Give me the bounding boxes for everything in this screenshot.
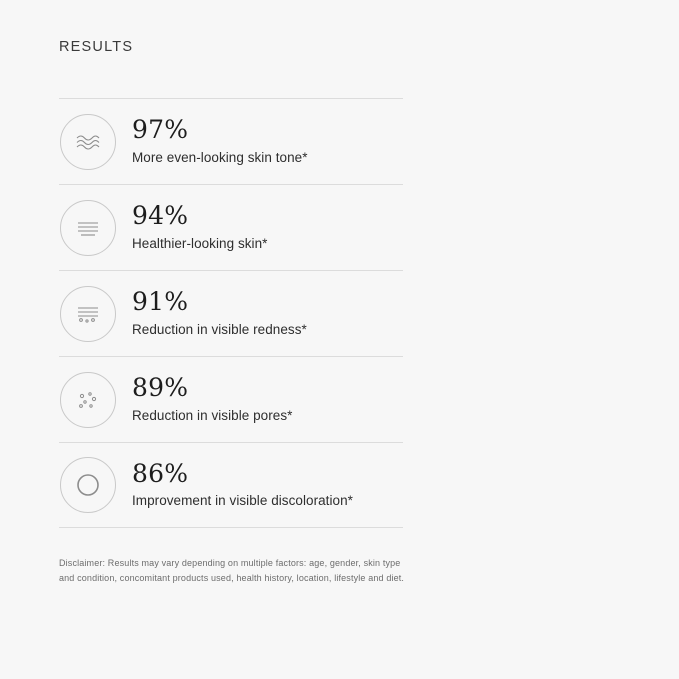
- list-item: [59, 356, 403, 442]
- result-text: [132, 375, 292, 423]
- result-text: [132, 458, 353, 509]
- list-item: [59, 270, 403, 356]
- result-percent: 94%: [132, 201, 189, 231]
- result-claim: More even-looking skin tone*: [132, 149, 308, 165]
- result-claim: Reduction in visible redness*: [132, 321, 307, 337]
- result-percent: 97%: [132, 115, 189, 145]
- results-list: [59, 98, 403, 528]
- lines-stack-icon: [60, 200, 116, 256]
- result-text: [132, 289, 307, 337]
- result-claim: Improvement in visible discoloration*: [132, 493, 353, 509]
- disclaimer-text: Disclaimer: Results may vary depending on multiple factors: age, gender, skin type and condition, concomitant products used, health history, location, lifestyle and diet.: [59, 558, 405, 583]
- circle-ring-icon: [60, 457, 116, 513]
- result-text: [132, 117, 308, 165]
- page-title: RESULTS: [59, 39, 134, 55]
- waves-icon: [60, 114, 116, 170]
- pores-dots-icon: [60, 372, 116, 428]
- result-percent: 86%: [132, 458, 189, 488]
- redness-lines-icon: [60, 286, 116, 342]
- list-item: [59, 98, 403, 184]
- result-claim: Healthier-looking skin*: [132, 235, 268, 251]
- result-percent: 91%: [132, 287, 189, 317]
- list-item: [59, 184, 403, 270]
- result-percent: 89%: [132, 373, 189, 403]
- result-text: [132, 203, 267, 251]
- result-claim: Reduction in visible pores*: [132, 407, 293, 423]
- list-item: [59, 442, 403, 528]
